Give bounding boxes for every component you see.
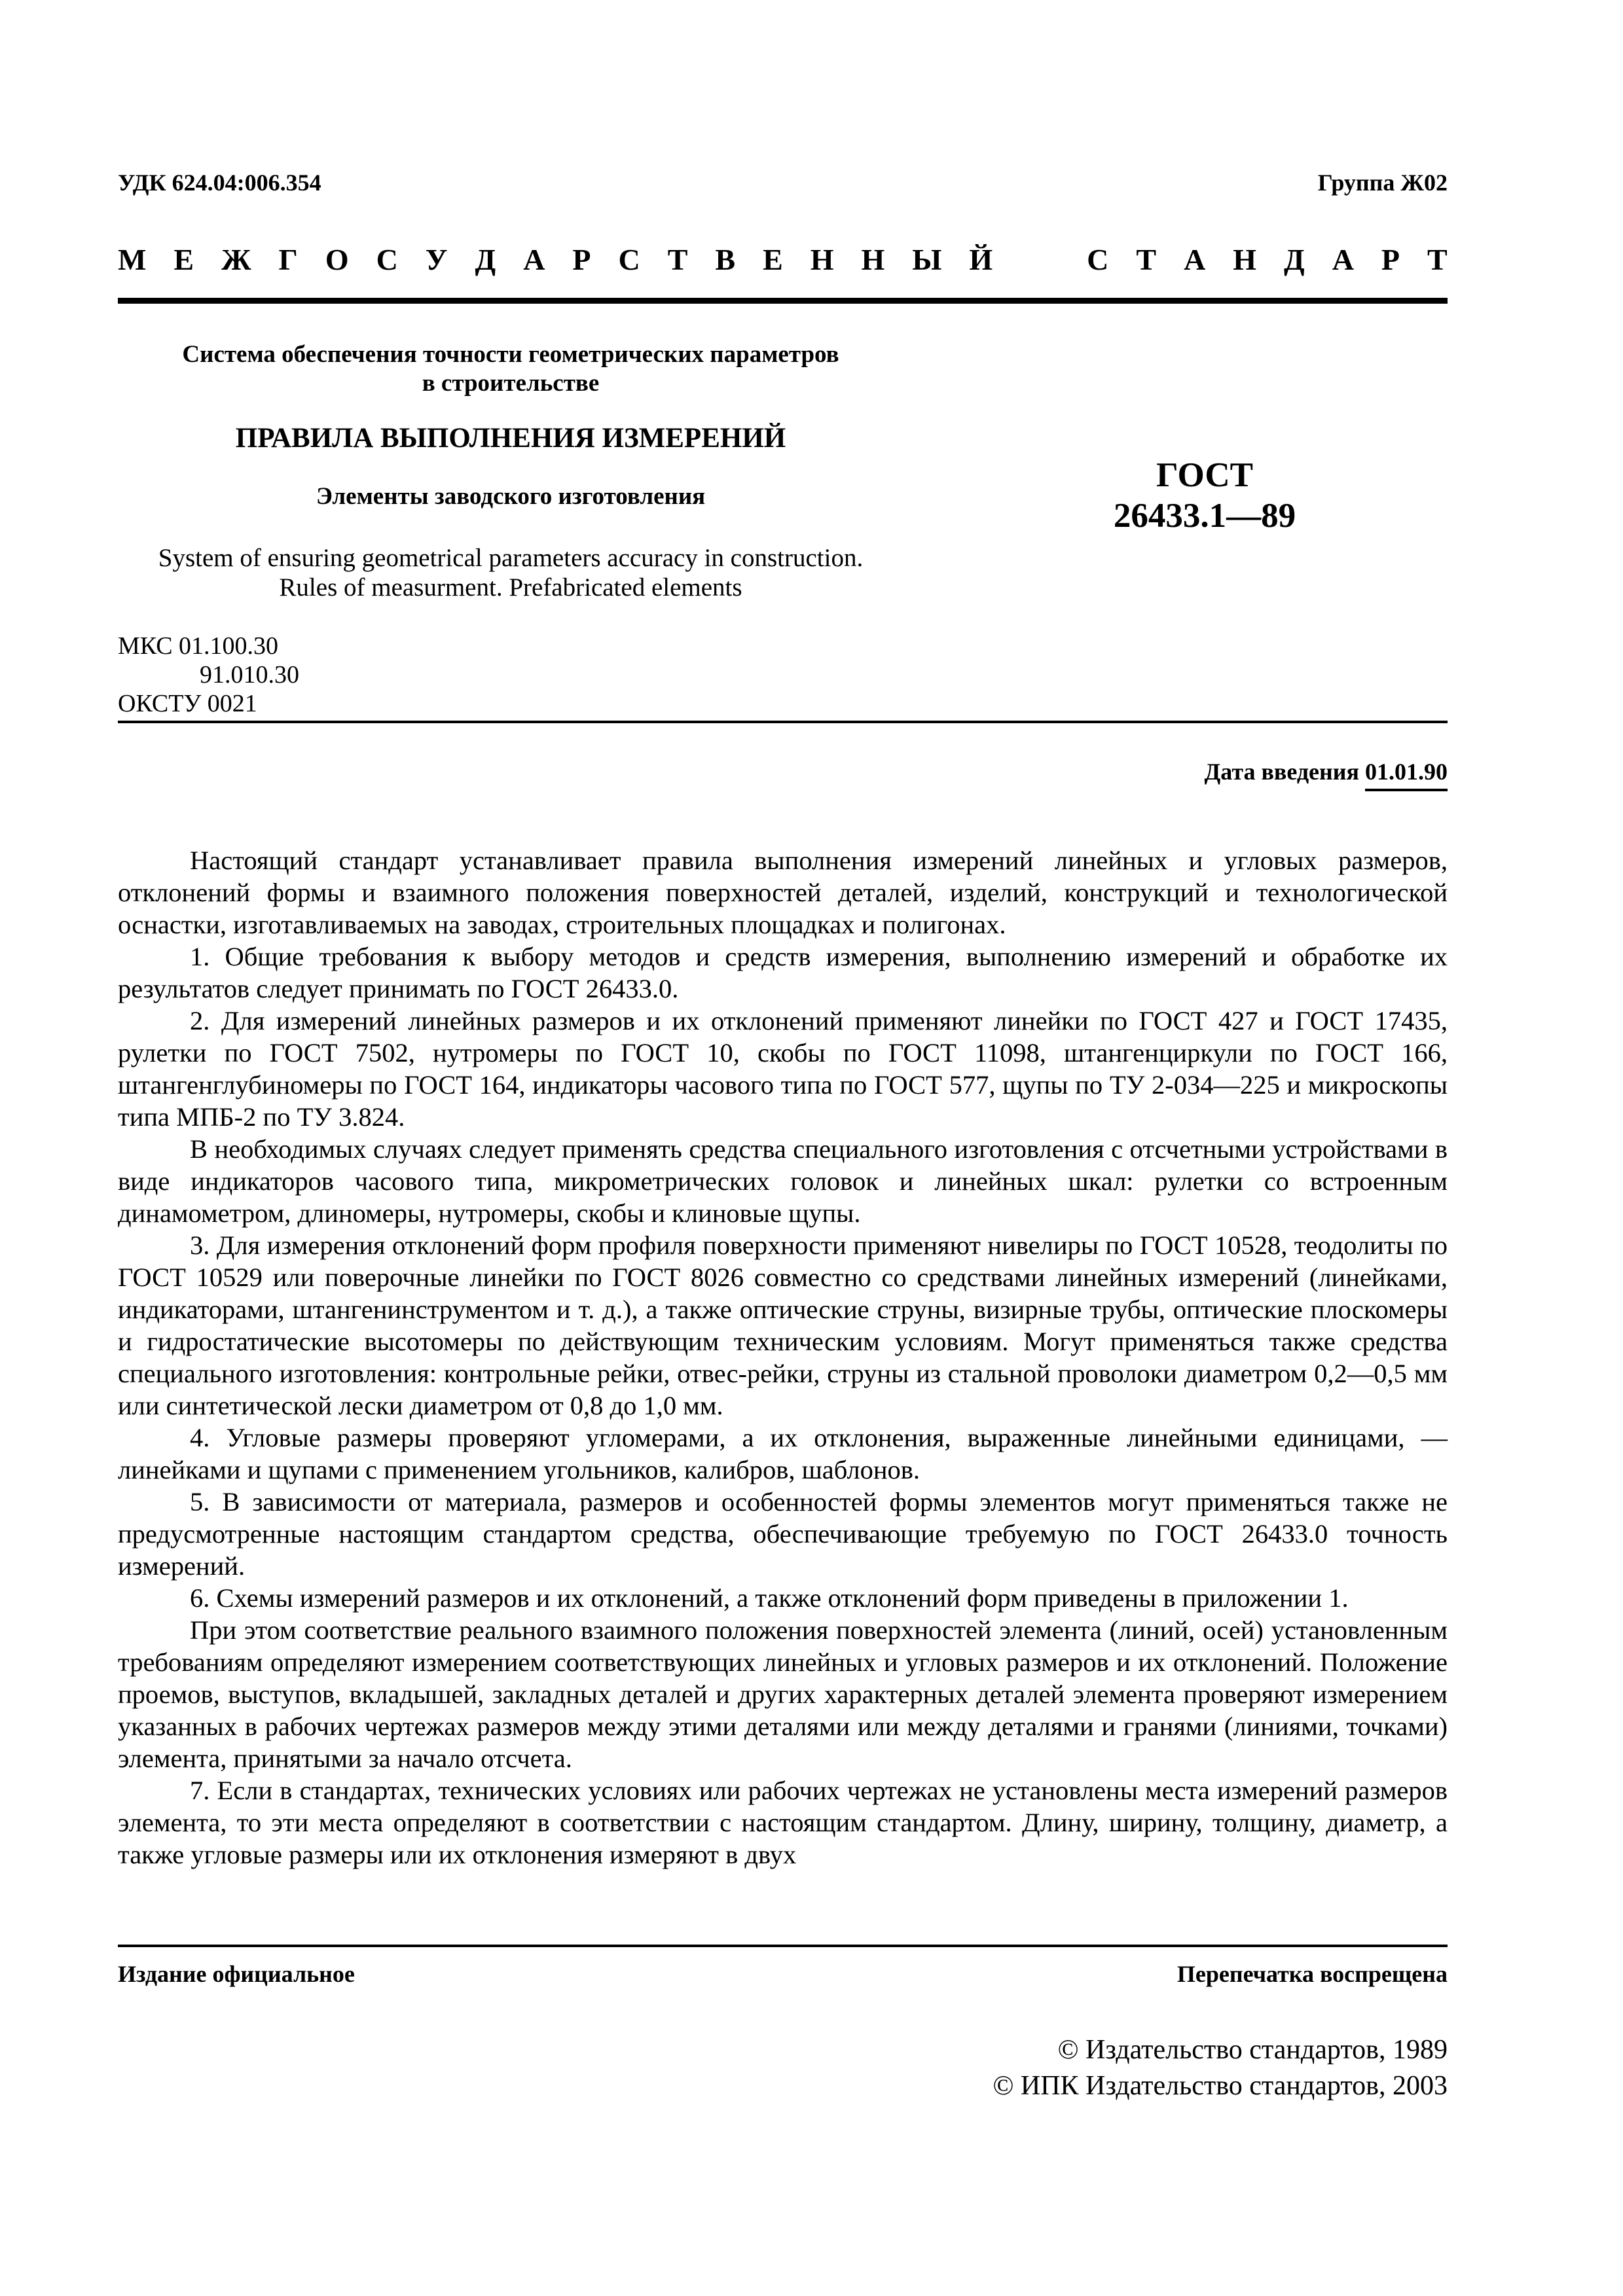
paragraph: 5. В зависимости от материала, размеров и особенностей формы элементов могут применяться также не предусмотренные настоящим стандартом средства, обеспечивающие требуемую по ГОСТ 26433.0 точность измерений. bbox=[118, 1487, 1448, 1581]
heading-letter: Т bbox=[667, 243, 688, 276]
paragraph: В необходимых случаях следует применять средства специального изготовления с отсчетными устройствами в виде индикаторов часового типа, микрометрических головок и линейных шкал: рулетки со встроенным динамометром, длиномеры, нутромеры, скобы и клиновые щупы. bbox=[118, 1134, 1448, 1228]
copyright-line-2: © ИПК Издательство стандартов, 2003 bbox=[993, 2071, 1448, 2101]
system-title bbox=[118, 340, 903, 398]
gost-label: ГОСТ bbox=[1156, 456, 1253, 494]
footer-divider bbox=[118, 1945, 1448, 1947]
english-title bbox=[118, 543, 903, 602]
group-code: Группа Ж02 bbox=[1317, 170, 1448, 196]
subtitle: Элементы заводского изготовления bbox=[316, 483, 706, 510]
okstu-code: ОКСТУ 0021 bbox=[118, 690, 257, 717]
system-title-line-2: в строительстве bbox=[422, 370, 600, 397]
heading-letter: С bbox=[1087, 243, 1109, 276]
paragraph: При этом соответствие реального взаимного положения поверхностей элемента (линий, осей) установленным требованиям определяют измерением соответствующих линейных и угловых размеров и их отклонений. Положение проемов, выступов, вкладышей, закладных деталей и других характерных деталей элемента проверяют измерением указанных в рабочих чертежах размеров между этими деталями или между деталями и гранями (линиями, точками) элемента, принятыми за начало отсчета. bbox=[118, 1615, 1448, 1773]
date-label: Дата введения bbox=[1204, 759, 1359, 785]
gost-designation bbox=[1074, 455, 1336, 536]
copyright-block bbox=[993, 2032, 1448, 2104]
classification-divider bbox=[118, 721, 1448, 723]
heading-letter: Д bbox=[475, 243, 496, 276]
copyright-line-1: © Издательство стандартов, 1989 bbox=[1057, 2035, 1448, 2065]
paragraph: 4. Угловые размеры проверяют угломерами, а их отклонения, выраженные линейными единицами, — линейками и щупами с применением угольников, калибров, шаблонов. bbox=[118, 1423, 1448, 1484]
reprint-note: Перепечатка воспрещена bbox=[1176, 1961, 1448, 1987]
mks-code-2: 91.010.30 bbox=[200, 661, 299, 689]
heading-letter: Й bbox=[969, 243, 993, 276]
header-divider bbox=[118, 298, 1448, 304]
heading-letter: У bbox=[425, 243, 448, 276]
heading-letter: С bbox=[376, 243, 398, 276]
heading-letter: С bbox=[618, 243, 640, 276]
gost-number: 26433.1—89 bbox=[1113, 497, 1296, 535]
heading-letter: А bbox=[1184, 243, 1206, 276]
english-title-line-2: Rules of measurment. Prefabricated elements bbox=[279, 573, 742, 601]
heading-letter: Н bbox=[861, 243, 885, 276]
mks-code-1: МКС 01.100.30 bbox=[118, 632, 279, 660]
heading-letter: Ж bbox=[221, 243, 251, 276]
heading-letter: Г bbox=[278, 243, 298, 276]
date-value: 01.01.90 bbox=[1365, 759, 1448, 791]
paragraph: 1. Общие требования к выбору методов и средств измерения, выполнению измерений и обработке их результатов следует принимать по ГОСТ 26433.0. bbox=[118, 942, 1448, 1003]
heading-letter: Н bbox=[1233, 243, 1257, 276]
paragraph: 3. Для измерения отклонений форм профиля поверхности применяют нивелиры по ГОСТ 10528, теодолиты по ГОСТ 10529 или поверочные линейки по ГОСТ 8026 совместно со средствами линейных измерений (линейками, индикаторами, штангенинструментом и т. д.), а также оптические струны, визирные трубы, оптические плоскомеры и гидростатические высотомеры по действующим техническим условиям. Могут применяться также средства специального изготовления: контрольные рейки, отвес-рейки, струны из стальной проволоки диаметром 0,2—0,5 мм или синтетической лески диаметром от 0,8 до 1,0 мм. bbox=[118, 1230, 1448, 1420]
heading-letter: Ы bbox=[912, 243, 942, 276]
system-title-line-1: Система обеспечения точности геометрических параметров bbox=[182, 341, 839, 368]
udk-code: УДК 624.04:006.354 bbox=[118, 170, 321, 196]
edition-note: Издание официальное bbox=[118, 1961, 355, 1987]
heading-letter: Р bbox=[1381, 243, 1400, 276]
heading-letter: Р bbox=[572, 243, 591, 276]
paragraph: 7. Если в стандартах, технических условиях или рабочих чертежах не установлены места измерений размеров элемента, то эти места определяют в соответствии с настоящим стандартом. Длину, ширину, толщину, диаметр, а также угловые размеры или их отклонения измеряют в двух bbox=[118, 1776, 1448, 1869]
heading-letter: В bbox=[715, 243, 736, 276]
introduction-date bbox=[1205, 758, 1448, 785]
english-title-line-1: System of ensuring geometrical parameters accuracy in construction. bbox=[158, 544, 864, 572]
heading-letter: Т bbox=[1427, 243, 1448, 276]
heading-letter: М bbox=[118, 243, 147, 276]
heading-letter: А bbox=[523, 243, 545, 276]
standard-type-heading bbox=[118, 242, 1448, 277]
heading-letter: О bbox=[325, 243, 349, 276]
body-text bbox=[118, 844, 1448, 1871]
paragraph: Настоящий стандарт устанавливает правила выполнения измерений линейных и угловых размеров, отклонений формы и взаимного положения поверхностей деталей, изделий, конструкций и технологической оснастки, изготавливаемых на заводах, строительных площадках и полигонах. bbox=[118, 846, 1448, 939]
paragraph: 2. Для измерений линейных размеров и их отклонений применяют линейки по ГОСТ 427 и ГОСТ 17435, рулетки по ГОСТ 7502, нутромеры по ГОСТ 10, скобы по ГОСТ 11098, штангенциркули по ГОСТ 166, штангенглубиномеры по ГОСТ 164, индикаторы часового типа по ГОСТ 577, щупы по ТУ 2-034—225 и микроскопы типа МПБ-2 по ТУ 3.824. bbox=[118, 1006, 1448, 1132]
heading-letter: Е bbox=[173, 243, 194, 276]
heading-letter: Т bbox=[1136, 243, 1157, 276]
classification-codes bbox=[118, 632, 299, 718]
heading-letter: Д bbox=[1284, 243, 1305, 276]
heading-letter: Е bbox=[763, 243, 783, 276]
main-title: ПРАВИЛА ВЫПОЛНЕНИЯ ИЗМЕРЕНИЙ bbox=[235, 423, 786, 454]
heading-letter: А bbox=[1332, 243, 1354, 276]
heading-letter: Н bbox=[810, 243, 834, 276]
paragraph: 6. Схемы измерений размеров и их отклонений, а также отклонений форм приведены в приложении 1. bbox=[190, 1583, 1349, 1613]
